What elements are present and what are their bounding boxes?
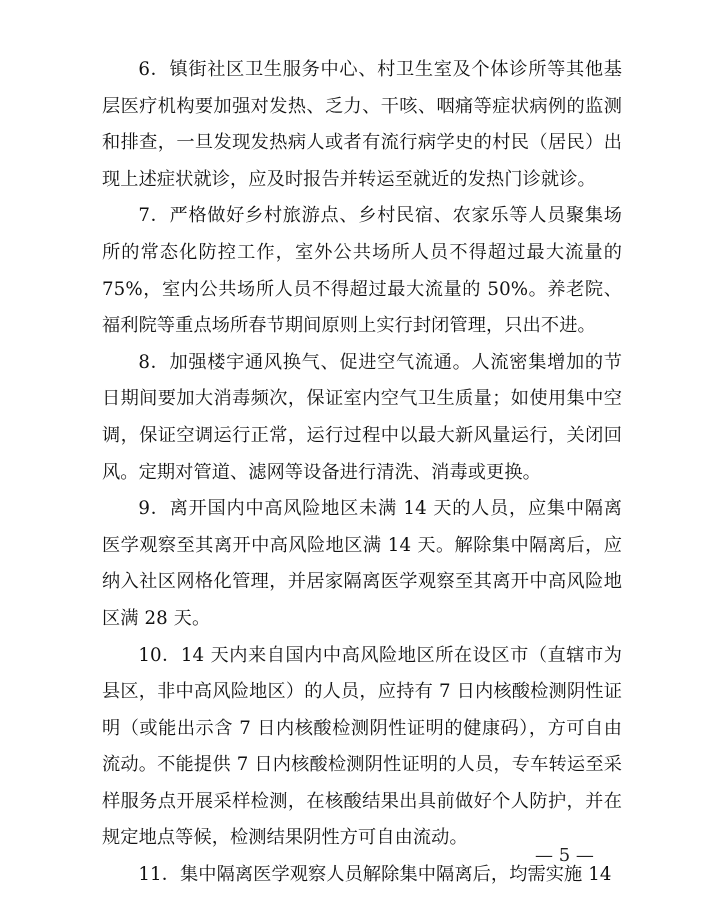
paragraph-6: 6．镇街社区卫生服务中心、村卫生室及个体诊所等其他基层医疗机构要加强对发热、乏力、干咳、咽痛等症状病例的监测和排查，一旦发现发热病人或者有流行病学史的村民（居民）出现上述症状就诊，应及时报告并转运至就近的发热门诊就诊。: [102, 59, 622, 190]
page-number: — 5 —: [535, 845, 594, 866]
document-body: [102, 52, 622, 894]
paragraph-11: 11．集中隔离医学观察人员解除集中隔离后，均需实施 14: [138, 864, 612, 886]
paragraph-9: 9．离开国内中高风险地区未满 14 天的人员，应集中隔离医学观察至其离开中高风险地区满 14 天。解除集中隔离后，应纳入社区网格化管理，并居家隔离医学观察至其离开中高风险地区满 28 天。: [102, 498, 622, 629]
paragraph-7: 7．严格做好乡村旅游点、乡村民宿、农家乐等人员聚集场所的常态化防控工作，室外公共场所人员不得超过最大流量的75%，室内公共场所人员不得超过最大流量的 50%。养老院、福利院等重点场所春节期间原则上实行封闭管理，只出不进。: [102, 205, 622, 337]
paragraph-8: 8．加强楼宇通风换气、促进空气流通。人流密集增加的节日期间要加大消毒频次，保证室内空气卫生质量；如使用集中空调，保证空调运行正常，运行过程中以最大新风量运行，关闭回风。定期对管道、滤网等设备进行清洗、消毒或更换。: [102, 351, 622, 483]
paragraph-10: 10．14 天内来自国内中高风险地区所在设区市（直辖市为县区，非中高风险地区）的人员，应持有 7 日内核酸检测阴性证明（或能出示含 7 日内核酸检测阴性证明的健康码），方可自由流动。不能提供 7 日内核酸检测阴性证明的人员，专车转运至采样服务点开展采样检测，在核酸结果出具前做好个人防护，并在规定地点等候，检测结果阴性方可自由流动。: [102, 644, 622, 849]
